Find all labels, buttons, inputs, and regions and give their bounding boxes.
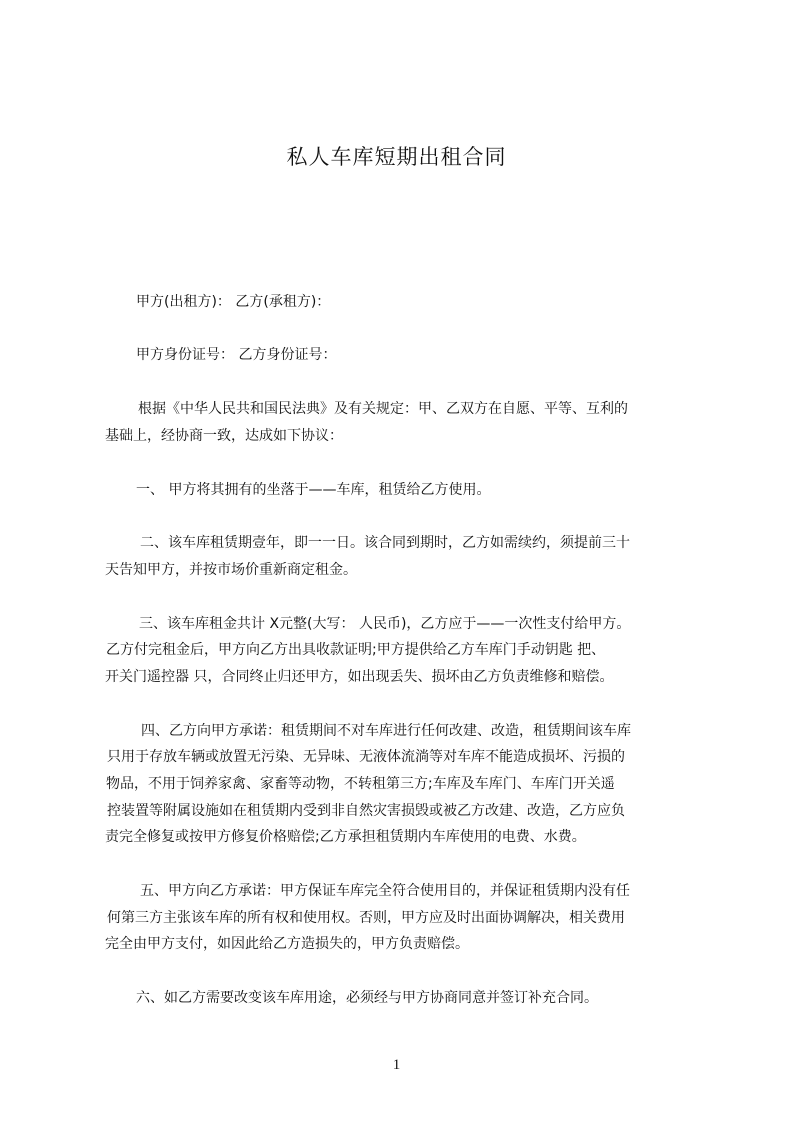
clause-2-line: 天告知甲方，并按市场价重新商定租金。 <box>105 562 357 578</box>
clause-2-line: 二、该车库租赁期壹年，即一一日。该合同到期时，乙方如需续约，须提前三十 <box>140 535 630 551</box>
party-names-line: 甲方(出租方)： 乙方(承租方)： <box>136 294 331 310</box>
clause-1-line: 一、 甲方将其拥有的坐落于——车库，租赁给乙方使用。 <box>136 482 491 498</box>
clause-4-line: 责完全修复或按甲方修复价格赔偿;乙方承担租赁期内车库使用的电费、水费。 <box>105 829 586 845</box>
clause-3-line: 乙方付完租金后，甲方向乙方出具收款证明;甲方提供给乙方车库门手动钥匙 把、 <box>106 642 606 658</box>
clause-3-line: 开关门遥控器 只，合同终止归还甲方，如出现丢失、损坏由乙方负责维修和赔偿。 <box>105 669 614 685</box>
party-id-line: 甲方身份证号： 乙方身份证号： <box>136 347 337 363</box>
clause-4-line: 只用于存放车辆或放置无污染、无异味、无液体流淌等对车库不能造成损坏、污损的 <box>107 749 625 765</box>
clause-5-line: 五、甲方向乙方承诺：甲方保证车库完全符合使用目的，并保证租赁期内没有任 <box>140 883 630 899</box>
clause-4-line: 物品，不用于饲养家禽、家畜等动物，不转租第三方;车库及车库门、车库门开关遥 <box>106 776 615 792</box>
clause-3-line: 三、该车库租金共计 X元整(大写： 人民币)，乙方应于——一次性支付给甲方。 <box>139 616 631 632</box>
clause-6-line: 六、如乙方需要改变该车库用途，必须经与甲方协商同意并签订补充合同。 <box>136 990 598 1006</box>
document-title: 私人车库短期出租合同 <box>286 145 507 169</box>
page-number: 1 <box>392 1057 401 1073</box>
clause-4-line: 四、乙方向甲方承诺：租赁期间不对车库进行任何改建、改造，租赁期间该车库 <box>141 723 631 739</box>
clause-5-line: 完全由甲方支付，如因此给乙方造损失的，甲方负责赔偿。 <box>105 936 469 952</box>
preamble-line: 基础上，经协商一致，达成如下协议： <box>105 428 343 444</box>
preamble-line: 根据《中华人民共和国民法典》及有关规定：甲、乙双方在自愿、平等、互利的 <box>138 401 628 417</box>
clause-4-line: 控装置等附属设施如在租赁期内受到非自然灾害损毁或被乙方改建、改造，乙方应负 <box>107 803 625 819</box>
clause-5-line: 何第三方主张该车库的所有权和使用权。否则，甲方应及时出面协调解决，相关费用 <box>107 910 625 926</box>
